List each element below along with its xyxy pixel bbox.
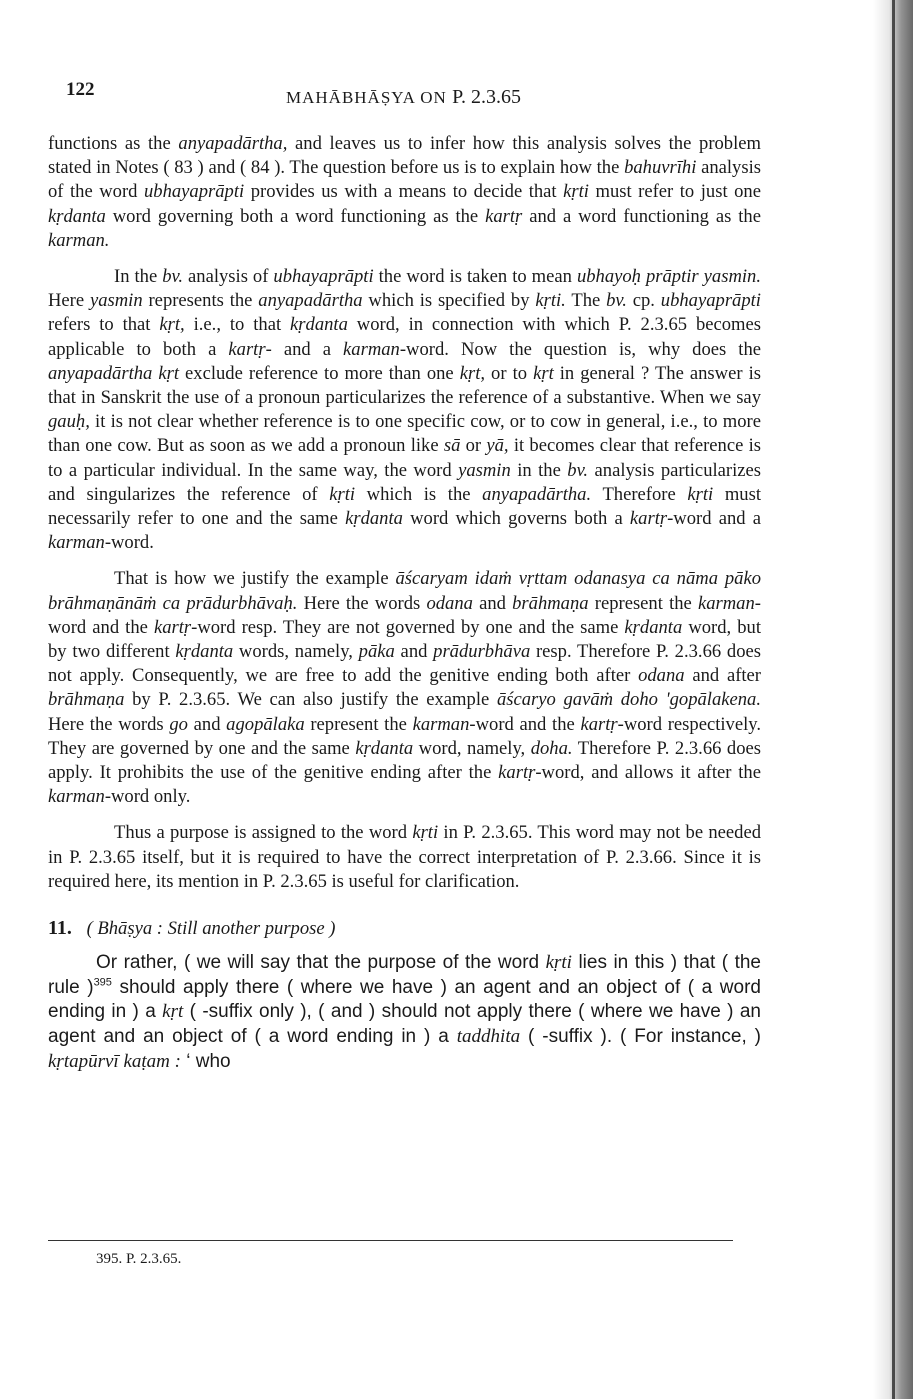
italic-term: anyapadārtha — [258, 290, 363, 312]
page-edge-line — [892, 0, 895, 1399]
italic-term: brāhmaṇa — [512, 592, 589, 614]
italic-term: kṛt, — [459, 362, 486, 384]
italic-term: kṛti — [329, 483, 356, 505]
italic-term: anyapadārtha. — [482, 483, 592, 505]
italic-term: kṛti — [563, 181, 589, 203]
italic-term: kṛtapūrvī kaṭam : — [48, 1050, 181, 1072]
italic-term: odana — [638, 665, 685, 687]
italic-term: kṛdanta — [345, 508, 403, 530]
body-text — [48, 132, 761, 1086]
italic-term: yā, — [486, 435, 509, 457]
italic-term: prādurbhāva — [433, 641, 531, 663]
italic-term: ubhayaprāpti — [143, 181, 245, 203]
italic-term: taddhita — [456, 1026, 521, 1048]
section-heading — [48, 916, 761, 941]
italic-term: ubhayaprāpti — [660, 290, 761, 312]
italic-term: go — [169, 713, 188, 735]
italic-term: agopālaka — [226, 713, 305, 735]
translation-paragraph: Or rather, ( we will say that the purpose of the word kṛti lies in this ) that ( the rule )$^{395}$ should apply there ( where we have ) an agent and an object of ( a word ending in ) a kṛt ( -suffix only ), ( and ) should not apply there ( where we have ) an agent and an object of ( a word ending in ) a taddhita ( -suffix ). ( For instance, ) kṛtapūrvī kaṭam : ‘ who — [48, 952, 761, 1072]
italic-term: kṛti. — [535, 290, 566, 312]
section-title: ( Bhāṣya : Still another purpose ) — [86, 918, 336, 940]
italic-term: kṛti — [545, 952, 572, 974]
italic-term: kṛdanta — [48, 205, 106, 227]
italic-term: ubhayoḥ prāptir yasmin. — [576, 266, 761, 288]
paragraph-2: In the bv. analysis of ubhayaprāpti the word is taken to mean ubhayoḥ prāptir yasmin. Here yasmin represents the anyapadārtha which is specified by kṛti. The bv. cp. ubhayaprāpti refers to that kṛt, i.e., to that kṛdanta word, in connection with which P. 2.3.65 becomes applicable to both a kartṛ- and a karman-word. Now the question is, why does the anyapadārtha kṛt exclude reference to more than one kṛt, or to kṛt in general ? The answer is that in Sanskrit the use of a pronoun particularizes the reference of a substantive. When we say gauḥ, it is not clear whether reference is to one specific cow, or to cow in general, i.e., to more than one cow. But as soon as we add a pronoun like sā or yā, it becomes clear that reference is to a particular individual. In the same way, the word yasmin in the bv. analysis particularizes and singularizes the reference of kṛti which is the anyapadārtha. Therefore kṛti must necessarily refer to one and the same kṛdanta word which governs both a kartṛ-word and a karman-word. — [48, 266, 762, 554]
paragraph-3: That is how we justify the example āścaryam idaṁ vṛttam odanasya ca nāma pāko brāhmaṇānāṁ ca prādurbhāvaḥ. Here the words odana and brāhmaṇa represent the karman-word and the kartṛ-word resp. They are not governed by one and the same kṛdanta word, but by two different kṛdanta words, namely, pāka and prādurbhāva resp. Therefore P. 2.3.66 does not apply. Consequently, we are free to add the genitive ending both after odana and after brāhmaṇa by P. 2.3.65. We can also justify the example āścaryo gavāṁ doho 'gopālakena. Here the words go and agopālaka represent the karman-word and the kartṛ-word respectively. They are governed by one and the same kṛdanta word, namely, doha. Therefore P. 2.3.66 does apply. It prohibits the use of the genitive ending after the kartṛ-word, and allows it after the karman-word only. — [48, 568, 762, 808]
italic-term: karman — [412, 713, 470, 735]
italic-term: anyapadārtha, — [178, 133, 288, 154]
running-head-title: MAHĀBHĀṢYA ON — [286, 88, 447, 107]
italic-term: kartṛ — [485, 205, 523, 227]
italic-term: bv. — [567, 459, 589, 481]
italic-term: kṛdanta — [624, 616, 683, 638]
italic-term: karman — [343, 338, 400, 360]
italic-term: bv. — [606, 290, 627, 312]
italic-term: kartṛ — [153, 616, 192, 638]
italic-term: kṛt — [162, 1001, 184, 1023]
italic-term: kartṛ — [629, 508, 668, 530]
italic-term: yasmin — [458, 459, 511, 481]
italic-term: kṛti — [687, 483, 714, 505]
italic-term: ubhayaprāpti — [273, 266, 374, 288]
italic-term: āścaryam idaṁ vṛttam odanasya ca nāma pāko brāhmaṇānāṁ ca prādurbhāvaḥ. — [48, 568, 762, 614]
italic-term: kṛt — [533, 362, 554, 384]
italic-term: kṛdanta — [355, 737, 414, 759]
section-number: 11. — [48, 917, 72, 940]
italic-term: kartṛ — [580, 713, 618, 735]
italic-term: kartṛ — [498, 762, 536, 784]
running-head-section: P. 2.3.65 — [452, 86, 521, 108]
footnote-marker: 395 — [93, 976, 112, 989]
italic-term: yasmin — [89, 290, 143, 312]
running-head — [286, 86, 521, 109]
paragraph-4: Thus a purpose is assigned to the word kṛti in P. 2.3.65. This word may not be needed in P. 2.3.65 itself, but it is required to have the correct interpretation of P. 2.3.66. Since it is required here, its mention in P. 2.3.65 is useful for clarification. — [48, 822, 762, 892]
italic-term: anyapadārtha kṛt — [48, 362, 180, 384]
italic-term: doha. — [530, 737, 573, 759]
footnote-divider — [48, 1240, 733, 1241]
italic-term: kartṛ- — [228, 338, 272, 360]
italic-term: bahuvrīhi — [624, 157, 697, 179]
italic-term: pāka — [358, 641, 395, 663]
italic-term: bv. — [162, 266, 184, 288]
italic-term: karman — [48, 532, 105, 554]
footnote: 395. P. 2.3.65. — [96, 1251, 182, 1267]
italic-term: odana — [426, 592, 473, 614]
italic-term: gauḥ, — [48, 411, 90, 433]
italic-term: karman — [48, 786, 105, 808]
italic-term: karman — [697, 592, 755, 614]
italic-term: kṛti — [412, 822, 439, 844]
italic-term: kṛdanta — [290, 314, 348, 336]
italic-term: kṛdanta — [175, 641, 234, 663]
italic-term: brāhmaṇa — [48, 689, 125, 711]
paragraph-1: functions as the anyapadārtha, and leaves us to infer how this analysis solves the problem stated in Notes ( 83 ) and ( 84 ). The question before us is to explain how the bahuvrīhi analysis of the word ubhayaprāpti provides us with a means to decide that kṛti must refer to just one kṛdanta word governing both a word functioning as the kartṛ and a word functioning as the karman. — [48, 133, 761, 251]
italic-term: sā — [443, 435, 461, 457]
page-number: 122 — [66, 79, 95, 100]
italic-term: āścaryo gavāṁ doho 'gopālakena. — [496, 689, 761, 711]
italic-term: kṛt, — [159, 314, 185, 336]
italic-term: karman. — [48, 229, 110, 251]
